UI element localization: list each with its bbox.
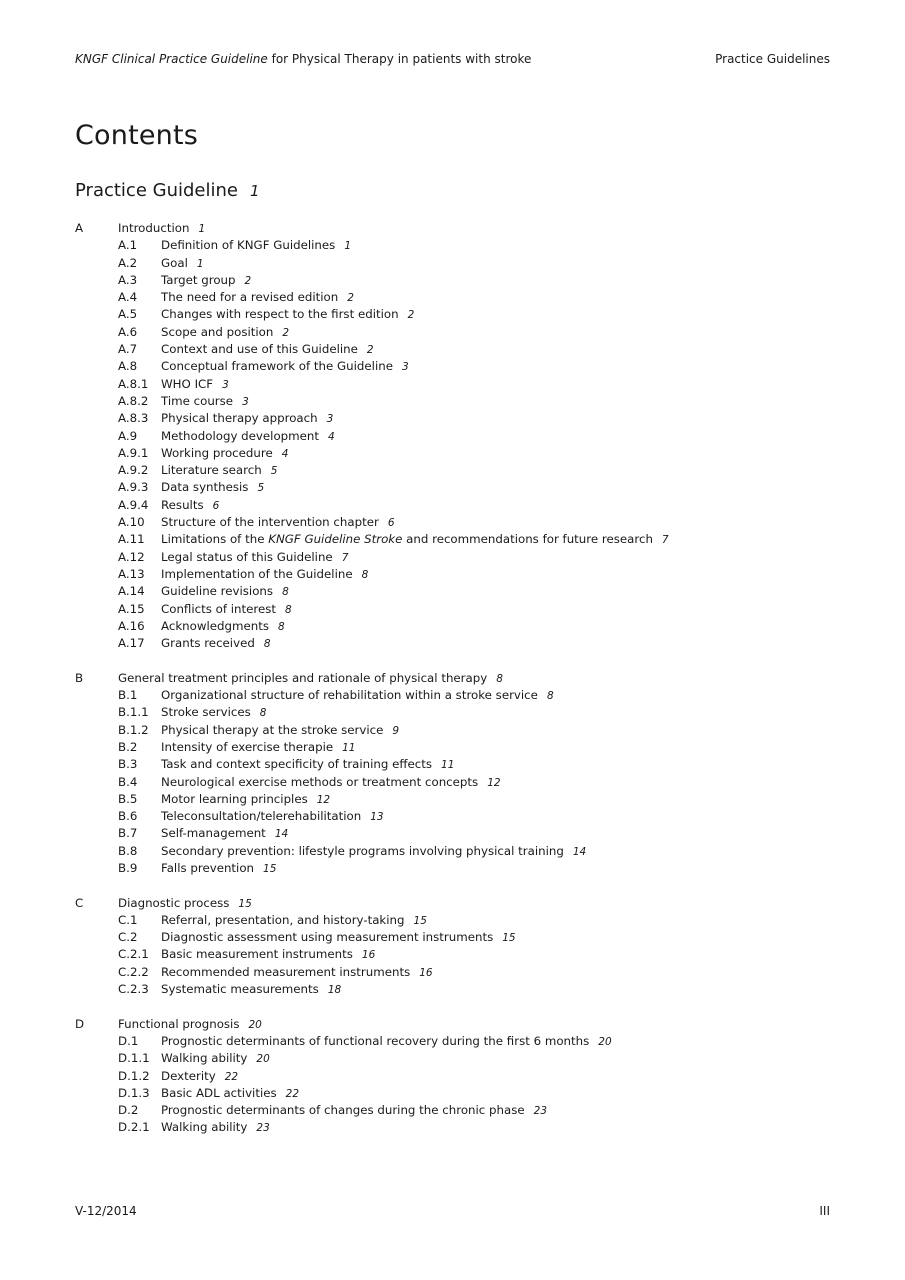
toc-page-number: 15 [413, 914, 427, 927]
toc-title: Systematic measurements 18 [161, 982, 342, 997]
toc-page-number: 3 [401, 361, 409, 374]
toc-title: Conceptual framework of the Guideline 3 [161, 359, 409, 374]
toc-number: A.9.4 [118, 497, 149, 512]
toc-title: Self-management 14 [161, 826, 289, 841]
toc-page-number: 8 [361, 568, 369, 581]
toc-page-number: 13 [370, 811, 384, 824]
header-title: KNGF Clinical Practice Guideline for Physical Therapy in patients with stroke [75, 52, 532, 66]
toc-entry[interactable] [75, 237, 835, 254]
toc-number: C.1 [118, 912, 138, 927]
toc-title: Legal status of this Guideline 7 [161, 549, 349, 564]
toc-title: Introduction 1 [118, 221, 206, 235]
toc-page-number: 5 [270, 465, 278, 478]
toc-number: A.15 [118, 601, 145, 616]
toc-entry[interactable] [75, 774, 835, 791]
toc-entry[interactable] [75, 601, 835, 618]
toc-title: Limitations of the KNGF Guideline Stroke and recommendations for future research 7 [161, 532, 669, 547]
toc-number: A [75, 221, 84, 235]
toc-entry[interactable] [75, 410, 835, 427]
toc-title: Implementation of the Guideline 8 [161, 566, 369, 581]
toc-title: Literature search 5 [161, 463, 278, 478]
toc-number: B.2 [118, 739, 138, 754]
toc-title: Basic measurement instruments 16 [161, 947, 376, 962]
page-footer [75, 1204, 830, 1218]
toc-entry[interactable] [75, 358, 835, 375]
toc-entry[interactable] [75, 1033, 835, 1050]
toc-number: B.5 [118, 791, 138, 806]
toc-entry[interactable] [75, 1050, 835, 1067]
toc-page-number: 12 [487, 776, 501, 789]
toc-entry[interactable] [75, 964, 835, 981]
toc-entry[interactable] [75, 860, 835, 877]
toc-entry[interactable] [75, 306, 835, 323]
toc-title: Secondary prevention: lifestyle programs involving physical training 14 [161, 843, 587, 858]
toc-title: Motor learning principles 12 [161, 791, 331, 806]
toc-entry[interactable] [75, 531, 835, 548]
toc-page-number: 6 [212, 499, 220, 512]
toc-page-number: 3 [242, 395, 249, 408]
toc-entry[interactable] [75, 1068, 835, 1085]
toc-page-number: 16 [419, 966, 433, 979]
toc-title: Structure of the intervention chapter 6 [161, 515, 395, 530]
toc-page-number: 8 [259, 707, 267, 720]
page-title: Contents [75, 120, 199, 151]
running-header [75, 52, 830, 66]
toc-entry[interactable] [75, 393, 835, 410]
toc-page-number: 2 [366, 344, 374, 357]
toc-number: A.11 [118, 532, 145, 547]
toc-page-number: 6 [387, 517, 395, 530]
toc-page-number: 11 [342, 741, 356, 754]
toc-entry[interactable] [75, 704, 835, 721]
toc-title: Organizational structure of rehabilitation within a stroke service 8 [161, 688, 554, 703]
toc-chapter[interactable] [75, 670, 835, 687]
toc-entry[interactable] [75, 1119, 835, 1136]
toc-entry[interactable] [75, 462, 835, 479]
toc-title: Functional prognosis 20 [118, 1016, 262, 1031]
toc-page-number: 22 [224, 1070, 239, 1083]
footer-version: V-12/2014 [75, 1204, 137, 1218]
table-of-contents [75, 220, 835, 1137]
toc-entry[interactable] [75, 722, 835, 739]
toc-page-number: 12 [316, 793, 331, 806]
toc-number: A.8.2 [118, 393, 149, 408]
toc-number: D.2 [118, 1103, 139, 1118]
toc-page-number: 1 [344, 240, 351, 253]
toc-title: Time course 3 [161, 393, 249, 408]
toc-page-number: 8 [285, 603, 292, 616]
toc-number: D.2.1 [118, 1120, 150, 1135]
toc-number: B.1.2 [118, 722, 149, 737]
toc-page-number: 4 [281, 447, 289, 460]
toc-page-number: 4 [328, 430, 335, 443]
toc-entry[interactable] [75, 341, 835, 358]
toc-title: Guideline revisions 8 [161, 584, 289, 599]
toc-number: D.1.1 [118, 1051, 150, 1066]
guideline-page-number: 1 [249, 182, 260, 200]
toc-number: B.6 [118, 809, 138, 824]
toc-page-number: 22 [285, 1087, 300, 1100]
toc-entry[interactable] [75, 479, 835, 496]
toc-title: Definition of KNGF Guidelines 1 [161, 238, 351, 253]
toc-title: Context and use of this Guideline 2 [161, 342, 374, 357]
toc-title: Changes with respect to the first edition 2 [161, 307, 415, 322]
toc-number: B [75, 670, 84, 685]
toc-number: A.1 [118, 238, 138, 253]
toc-page-number: 2 [347, 292, 354, 305]
footer-page-number: III [819, 1204, 830, 1218]
toc-entry[interactable] [75, 583, 835, 600]
toc-page-number: 11 [441, 759, 455, 772]
toc-page-number: 8 [496, 672, 503, 685]
toc-title: Target group 2 [161, 272, 252, 287]
toc-number: B.9 [118, 860, 138, 875]
toc-title: Walking ability 20 [161, 1051, 270, 1066]
toc-title: Prognostic determinants of changes during the chronic phase 23 [161, 1103, 548, 1118]
toc-number: A.14 [118, 584, 145, 599]
toc-entry[interactable] [75, 635, 835, 652]
toc-title: Dexterity 22 [161, 1068, 239, 1083]
toc-number: D.1.3 [118, 1085, 150, 1100]
toc-number: C.2.3 [118, 982, 149, 997]
toc-entry[interactable] [75, 255, 835, 272]
toc-title: Physical therapy at the stroke service 9 [161, 722, 400, 737]
toc-page-number: 9 [392, 724, 400, 737]
toc-page-number: 15 [238, 897, 252, 910]
toc-number: B.7 [118, 826, 138, 841]
toc-entry[interactable] [75, 843, 835, 860]
toc-number: D.1 [118, 1033, 139, 1048]
toc-entry[interactable] [75, 445, 835, 462]
toc-number: B.3 [118, 757, 138, 772]
toc-title: Intensity of exercise therapie 11 [161, 739, 356, 754]
toc-number: C [75, 895, 84, 910]
toc-number: A.9.1 [118, 445, 149, 460]
toc-title: Results 6 [161, 497, 220, 512]
toc-page-number: 8 [278, 620, 285, 633]
toc-entry[interactable] [75, 946, 835, 963]
toc-title: Teleconsultation/telerehabilitation 13 [161, 809, 384, 824]
toc-number: A.5 [118, 307, 138, 322]
toc-number: C.2.1 [118, 947, 149, 962]
toc-title: WHO ICF 3 [161, 376, 229, 391]
toc-page-number: 2 [282, 326, 290, 339]
toc-page-number: 14 [274, 828, 289, 841]
toc-number: A.7 [118, 342, 138, 357]
toc-number: A.2 [118, 255, 138, 270]
toc-title: Basic ADL activities 22 [161, 1085, 300, 1100]
toc-title: Acknowledgments 8 [161, 618, 285, 633]
toc-entry[interactable] [75, 272, 835, 289]
toc-title: Neurological exercise methods or treatment concepts 12 [161, 774, 501, 789]
toc-page-number: 2 [244, 274, 252, 287]
toc-page-number: 15 [502, 932, 516, 945]
toc-title: Physical therapy approach 3 [161, 411, 334, 426]
toc-title: Walking ability 23 [161, 1120, 270, 1135]
toc-page-number: 8 [282, 586, 289, 599]
toc-entry[interactable] [75, 912, 835, 929]
toc-number: D [75, 1016, 85, 1031]
toc-page-number: 3 [326, 413, 334, 426]
toc-title: Prognostic determinants of functional recovery during the first 6 months 20 [161, 1033, 612, 1048]
toc-title: Diagnostic assessment using measurement instruments 15 [161, 930, 516, 945]
toc-number: C.2.2 [118, 964, 149, 979]
toc-number: A.10 [118, 515, 145, 530]
toc-number: A.8.1 [118, 376, 149, 391]
toc-entry[interactable] [75, 428, 835, 445]
guideline-heading: Practice Guideline 1 [75, 180, 260, 201]
toc-page-number: 2 [407, 309, 415, 322]
toc-number: A.17 [118, 636, 145, 651]
toc-number: A.8 [118, 359, 138, 374]
toc-title: Grants received 8 [161, 636, 271, 651]
toc-number: D.1.2 [118, 1068, 150, 1083]
toc-number: A.16 [118, 618, 145, 633]
toc-entry[interactable] [75, 497, 835, 514]
toc-title: Stroke services 8 [161, 705, 267, 720]
toc-entry[interactable] [75, 825, 835, 842]
toc-page-number: 8 [546, 690, 554, 703]
toc-title: General treatment principles and rationale of physical therapy 8 [118, 670, 503, 685]
toc-entry[interactable] [75, 1085, 835, 1102]
toc-page-number: 14 [572, 845, 587, 858]
toc-title: Recommended measurement instruments 16 [161, 964, 433, 979]
toc-page-number: 20 [256, 1053, 270, 1066]
toc-entry[interactable] [75, 929, 835, 946]
toc-page-number: 23 [533, 1105, 548, 1118]
toc-number: A.9.2 [118, 463, 149, 478]
toc-page-number: 18 [327, 984, 342, 997]
toc-page-number: 16 [361, 949, 376, 962]
toc-title: Methodology development 4 [161, 428, 335, 443]
toc-page-number: 23 [256, 1122, 270, 1135]
toc-entry[interactable] [75, 376, 835, 393]
toc-number: B.4 [118, 774, 138, 789]
toc-page-number: 7 [341, 551, 349, 564]
header-section: Practice Guidelines [715, 52, 830, 66]
toc-entry[interactable] [75, 687, 835, 704]
toc-title: Data synthesis 5 [161, 480, 265, 495]
toc-page-number: 5 [257, 482, 265, 495]
toc-chapter[interactable] [75, 220, 835, 237]
toc-title: Conflicts of interest 8 [161, 601, 292, 616]
toc-entry[interactable] [75, 566, 835, 583]
toc-page-number: 15 [263, 862, 277, 875]
toc-page-number: 3 [222, 378, 229, 391]
toc-number: A.4 [118, 290, 138, 305]
toc-number: A.3 [118, 272, 138, 287]
toc-title: Task and context specificity of training effects 11 [161, 757, 455, 772]
toc-title: Falls prevention 15 [161, 860, 277, 875]
toc-page-number: 1 [196, 257, 204, 270]
toc-page-number: 8 [263, 638, 271, 651]
toc-title: Referral, presentation, and history-taking 15 [161, 912, 427, 927]
toc-page-number: 20 [248, 1018, 262, 1031]
toc-number: A.9.3 [118, 480, 149, 495]
toc-chapter[interactable] [75, 1016, 835, 1033]
toc-number: A.6 [118, 324, 138, 339]
toc-entry[interactable] [75, 981, 835, 998]
toc-entry[interactable] [75, 791, 835, 808]
toc-number: A.8.3 [118, 411, 149, 426]
toc-number: A.12 [118, 549, 145, 564]
toc-entry[interactable] [75, 756, 835, 773]
toc-entry[interactable] [75, 514, 835, 531]
toc-title: Scope and position 2 [161, 324, 290, 339]
toc-chapter[interactable] [75, 895, 835, 912]
toc-entry[interactable] [75, 618, 835, 635]
toc-title: Working procedure 4 [161, 445, 289, 460]
toc-entry[interactable] [75, 549, 835, 566]
toc-number: B.1 [118, 688, 138, 703]
toc-number: B.8 [118, 843, 138, 858]
toc-number: C.2 [118, 930, 138, 945]
toc-entry[interactable] [75, 808, 835, 825]
toc-page-number: 7 [661, 534, 669, 547]
toc-entry[interactable] [75, 324, 835, 341]
toc-entry[interactable] [75, 739, 835, 756]
toc-page-number: 1 [198, 223, 206, 235]
toc-page-number: 20 [598, 1035, 612, 1048]
toc-number: B.1.1 [118, 705, 149, 720]
toc-entry[interactable] [75, 289, 835, 306]
toc-entry[interactable] [75, 1102, 835, 1119]
toc-number: A.13 [118, 566, 145, 581]
toc-number: A.9 [118, 428, 138, 443]
toc-title: Diagnostic process 15 [118, 895, 252, 910]
toc-title: The need for a revised edition 2 [161, 290, 354, 305]
toc-title: Goal 1 [161, 255, 204, 270]
